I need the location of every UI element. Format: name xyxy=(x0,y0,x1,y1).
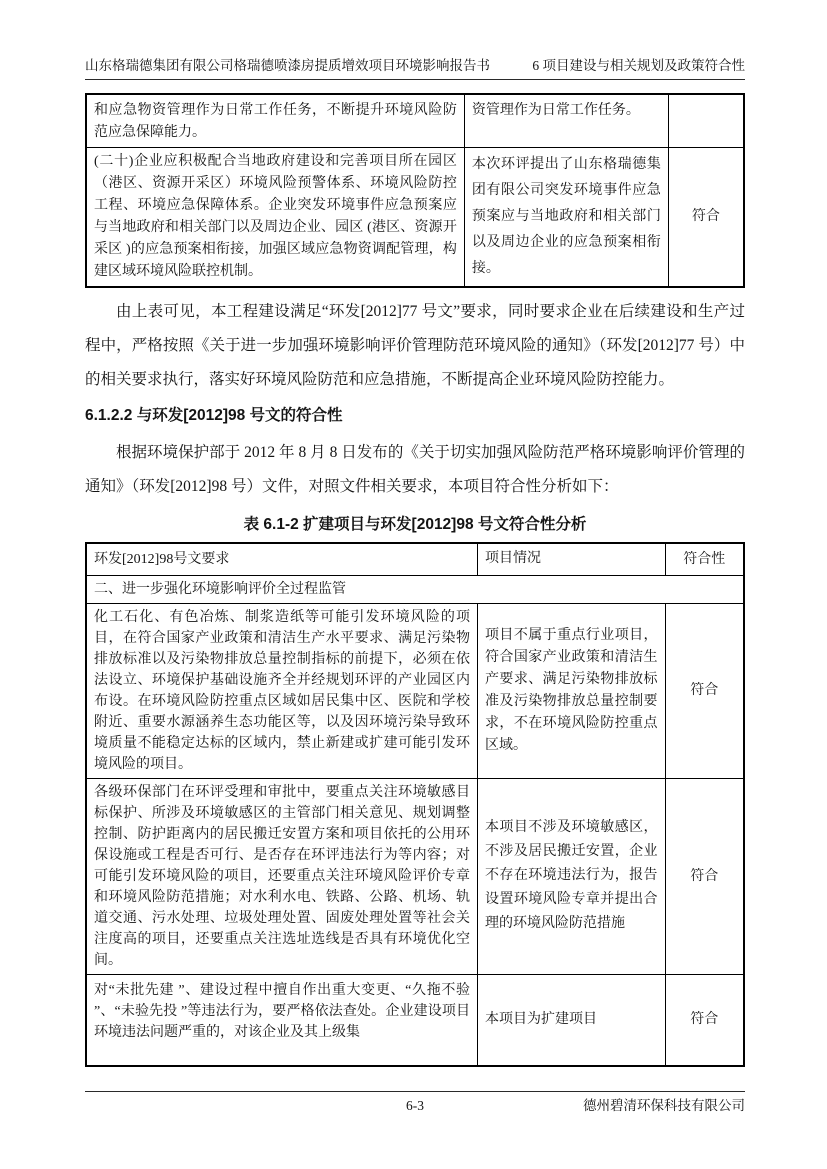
page-footer xyxy=(85,1091,745,1115)
cell-situation: 项目不属于重点行业项目，符合国家产业政策和清洁生产要求、满足污染物排放标准及污染物排放总量控制要求，不在环境风险防控重点区域。 xyxy=(478,603,666,778)
cell-requirement: 化工石化、有色冶炼、制浆造纸等可能引发环境风险的项目，在符合国家产业政策和清洁生产水平要求、满足污染物排放标准以及污染物排放总量控制指标的前提下，必须在依法设立、环境保护基础设施齐全并经规划环评的产业园区内布设。在环境风险防控重点区域如居民集中区、医院和学校附近、重要水源涵养生态功能区等，以及因环境污染导致环境质量不能稳定达标的区域内，禁止新建或扩建可能引发环境风险的项目。 xyxy=(86,603,478,778)
header-chapter-title: 6 项目建设与相关规划及政策符合性 xyxy=(532,58,745,73)
table-77-continuation xyxy=(85,93,745,288)
column-header-compliance: 符合性 xyxy=(665,543,744,575)
cell-section-label: 二、进一步强化环境影响评价全过程监管 xyxy=(86,575,744,603)
table-row xyxy=(86,94,744,148)
table-row xyxy=(86,603,744,778)
column-header-situation: 项目情况 xyxy=(478,543,666,575)
cell-compliance: 符合 xyxy=(668,148,744,288)
cell-requirement: 对“未批先建 ”、建设过程中擅自作出重大变更、“久拖不验 ”、“未验先投 ”等违法行为，要严格依法查处。企业建设项目环境违法问题严重的，对该企业及其上级集 xyxy=(86,974,478,1066)
cell-situation: 资管理作为日常工作任务。 xyxy=(464,94,668,148)
table-row xyxy=(86,974,744,1066)
paragraph-intro-98: 根据环境保护部于 2012 年 8 月 8 日发布的《关于切实加强风险防范严格环境影响评价管理的通知》（环发[2012]98 号）文件，对照文件相关要求，本项目符合性分析如下： xyxy=(85,444,745,495)
paragraph-conclusion-77: 由上表可见，本工程建设满足“环发[2012]77 号文”要求，同时要求企业在后续建设和生产过程中，严格按照《关于进一步加强环境影响评价管理防范环境风险的通知》（环发[2012]77 号）中的相关要求执行，落实好环境风险防范和应急措施，不断提高企业环境风险防控能力。 xyxy=(85,303,745,388)
cell-compliance: 符合 xyxy=(665,974,744,1066)
section-heading-6122: 6.1.2.2 与环发[2012]98 号文的符合性 xyxy=(85,407,343,424)
cell-compliance: 符合 xyxy=(665,778,744,974)
table-section-row xyxy=(86,575,744,603)
cell-requirement: 和应急物资管理作为日常工作任务，不断提升环境风险防范应急保障能力。 xyxy=(86,94,464,148)
page-number: 6-3 xyxy=(406,1098,424,1113)
cell-situation: 本次环评提出了山东格瑞德集团有限公司突发环境事件应急预案应与当地政府和相关部门以及周边企业的应急预案相衔接。 xyxy=(464,148,668,288)
column-header-requirement: 环发[2012]98号文要求 xyxy=(86,543,478,575)
cell-requirement: 各级环保部门在环评受理和审批中，要重点关注环境敏感目标保护、所涉及环境敏感区的主管部门相关意见、规划调整控制、防护距离内的居民搬迁安置方案和项目依托的公用环保设施或工程是否可行、是否存在环评违法行为等内容；对可能引发环境风险的项目，还要重点关注环境风险评价专章和环境风险防范措施；对水利水电、铁路、公路、机场、轨道交通、污水处理、垃圾处理处置、固废处理处置等社会关注度高的项目，还要重点关注选址选线是否具有环境优化空间。 xyxy=(86,778,478,974)
page-header xyxy=(85,0,745,80)
table-row xyxy=(86,148,744,288)
footer-company-name: 德州碧清环保科技有限公司 xyxy=(583,1098,745,1113)
cell-situation: 本项目不涉及环境敏感区，不涉及居民搬迁安置，企业不存在环境违法行为，报告设置环境风险专章并提出合理的环境风险防范措施 xyxy=(478,778,666,974)
cell-compliance: 符合 xyxy=(665,603,744,778)
header-rule xyxy=(85,57,745,80)
header-doc-title: 山东格瑞德集团有限公司格瑞德喷漆房提质增效项目环境影响报告书 xyxy=(85,58,490,73)
table-title: 表 6.1-2 扩建项目与环发[2012]98 号文符合性分析 xyxy=(243,516,587,533)
cell-situation: 本项目为扩建项目 xyxy=(478,974,666,1066)
table-header-row xyxy=(86,543,744,575)
table-row xyxy=(86,778,744,974)
cell-requirement: (二十)企业应积极配合当地政府建设和完善项目所在园区（港区、资源开采区）环境风险预警体系、环境风险防控工程、环境应急保障体系。企业突发环境事件应急预案应与当地政府和相关部门以及周边企业、园区 (港区、资源开采区 )的应急预案相衔接，加强区域应急物资调配管理，构建区域环境风险联控机制。 xyxy=(86,148,464,288)
table-98-compliance xyxy=(85,542,745,1067)
cell-compliance xyxy=(668,94,744,148)
